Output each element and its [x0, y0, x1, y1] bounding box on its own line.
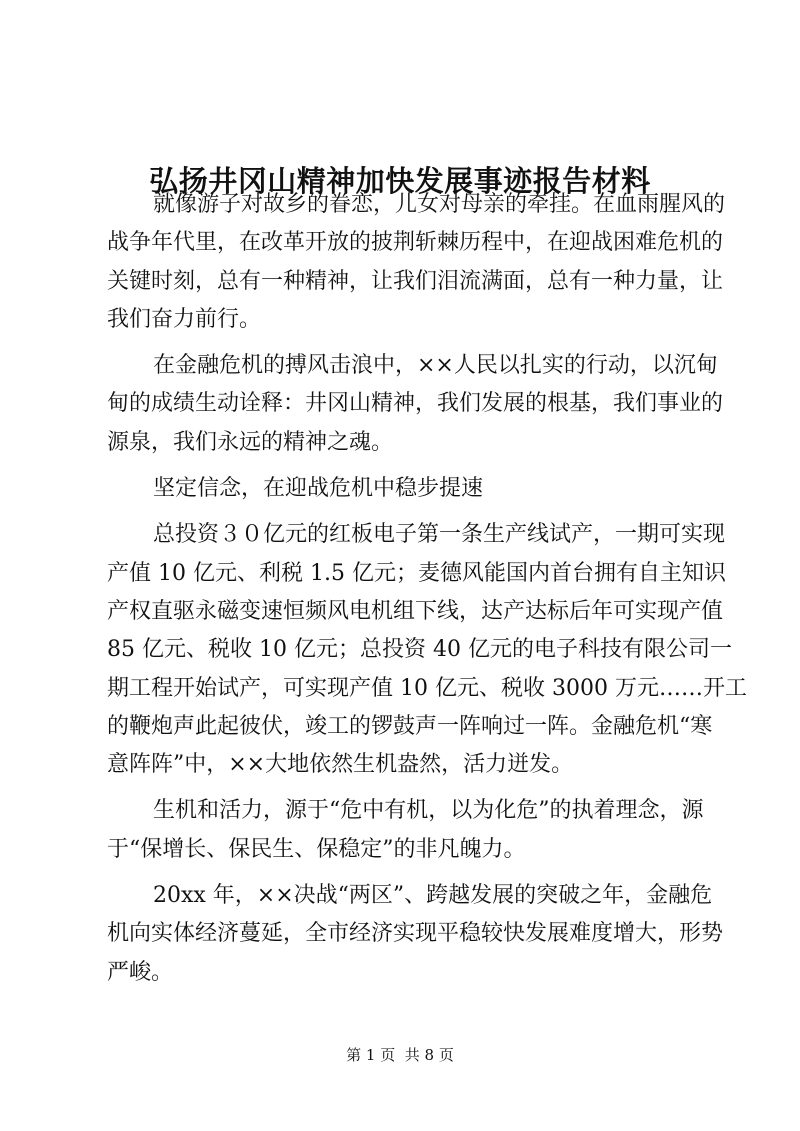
text-line: 产权直驱永磁变速恒频风电机组下线，达产达标后年可实现产值 — [107, 598, 724, 624]
text-line: 生机和活力，源于“危中有机，以为化危”的执着理念，源 — [153, 798, 704, 824]
document-title: 弘扬井冈山精神加快发展事迹报告材料 — [149, 164, 651, 199]
paragraph — [107, 516, 747, 784]
section-heading — [107, 470, 699, 508]
text-line: 产值 10 亿元、利税 1.5 亿元；麦德风能国内首台拥有自主知识 — [107, 560, 726, 586]
paragraph — [107, 792, 704, 869]
text-line: 就像游子对故乡的眷恋，儿女对母亲的牵挂。在血雨腥风的 — [153, 192, 726, 217]
text-line: 于“保增长、保民生、保稳定”的非凡魄力。 — [107, 836, 526, 862]
text-line: 总投资３０亿元的红板电子第一条生产线试产，一期可实现 — [153, 522, 726, 548]
text-line: 85 亿元、税收 10 亿元；总投资 40 亿元的电子科技有限公司一 — [107, 637, 732, 663]
text-line: 意阵阵”中，××大地依然生机盎然，活力迸发。 — [107, 752, 574, 778]
text-line: 在金融危机的搏风击浪中，××人民以扎实的行动，以沉甸 — [153, 353, 718, 379]
text-line: 机向实体经济蔓延，全市经济实现平稳较快发展难度增大，形势 — [107, 921, 724, 947]
paragraph — [107, 186, 726, 339]
paragraph — [107, 877, 724, 992]
document-body — [107, 186, 747, 1000]
text-line: 期工程开始试产，可实现产值 10 亿元、税收 3000 万元……开工 — [107, 675, 747, 701]
page-footer: 第 1 页 共 8 页 — [346, 1046, 454, 1064]
paragraph — [107, 347, 724, 462]
text-line: 20xx 年，××决战“两区”、跨越发展的突破之年，金融危 — [153, 883, 713, 909]
text-line: 严峻。 — [107, 959, 174, 985]
text-line: 的鞭炮声此起彼伏，竣工的锣鼓声一阵响过一阵。金融危机“寒 — [107, 713, 713, 739]
text-line: 关键时刻，总有一种精神，让我们泪流满面，总有一种力量，让 — [107, 268, 724, 294]
text-line: 源泉，我们永远的精神之魂。 — [107, 429, 394, 455]
text-line: 坚定信念，在迎战危机中稳步提速 — [153, 476, 484, 502]
text-line: 我们奋力前行。 — [107, 306, 262, 332]
text-line: 甸的成绩生动诠释：井冈山精神，我们发展的根基，我们事业的 — [107, 391, 724, 417]
text-line: 战争年代里，在改革开放的披荆斩棘历程中，在迎战困难危机的 — [107, 230, 724, 256]
